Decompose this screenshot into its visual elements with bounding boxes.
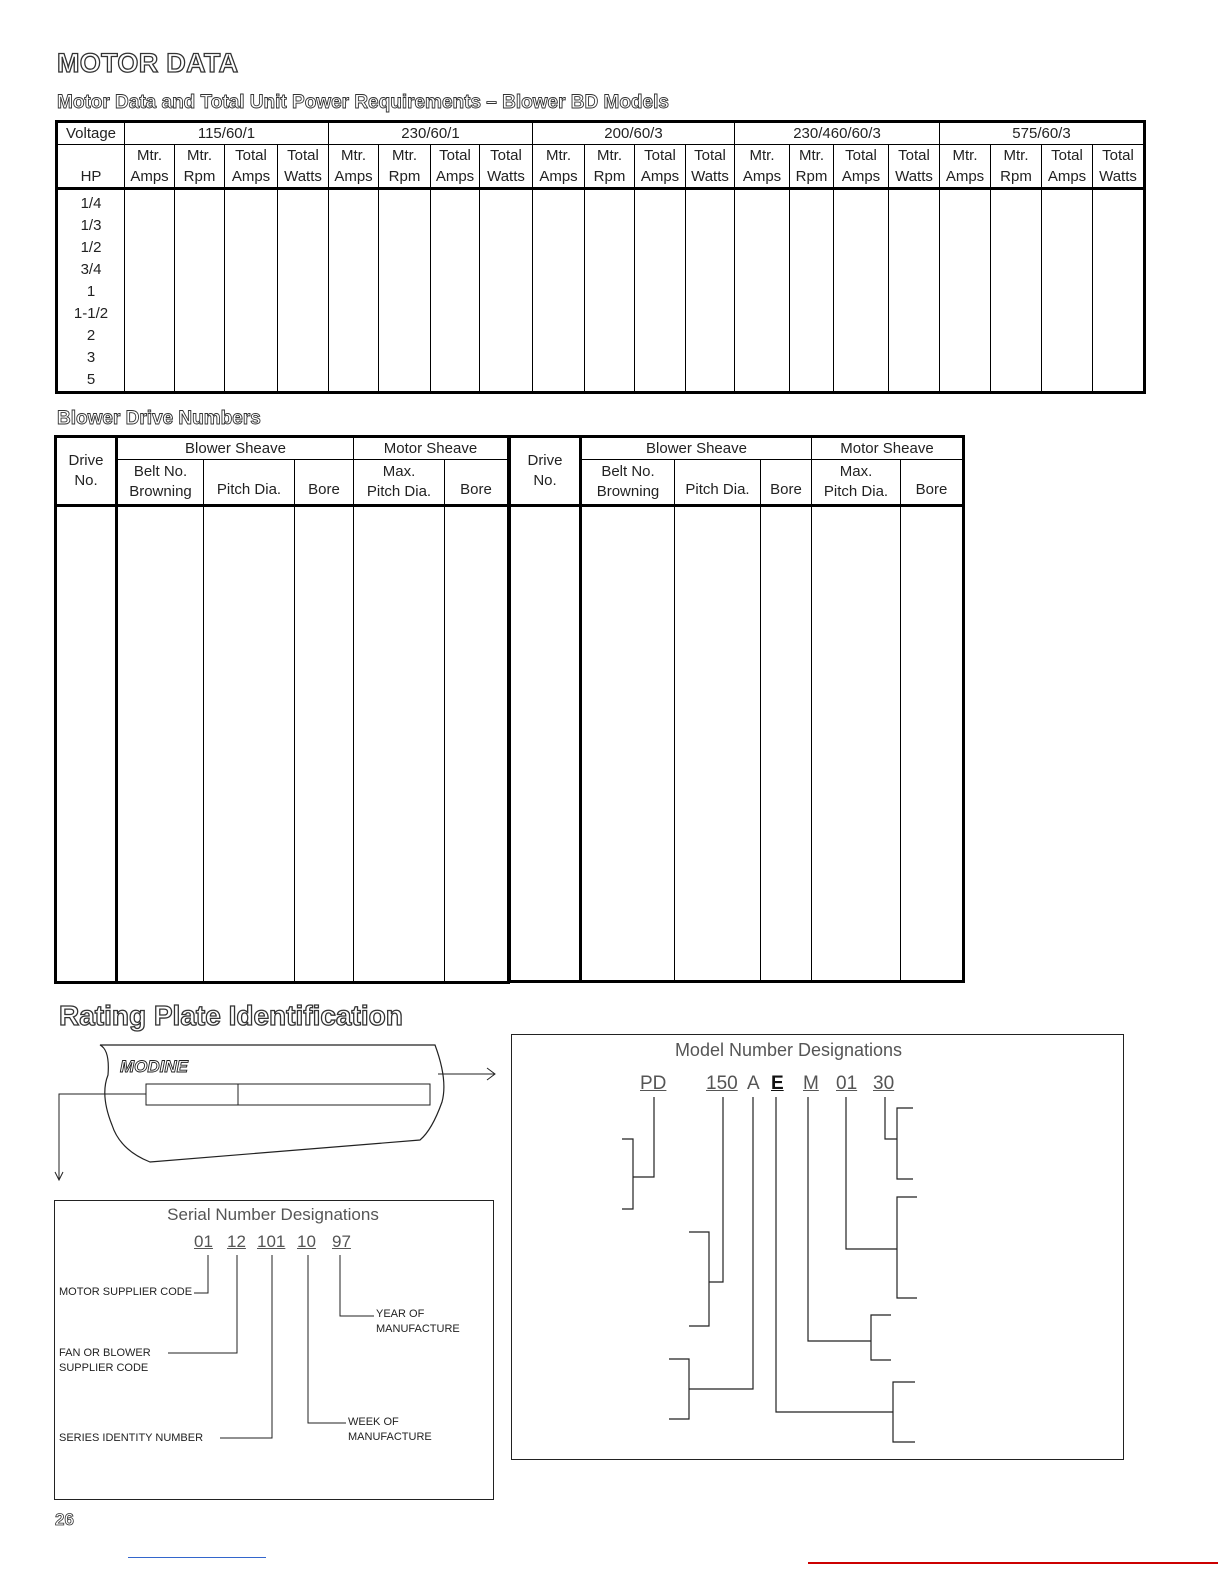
- col-header: Total: [235, 147, 267, 164]
- blower-drive-table-right: Drive No. Blower Sheave Motor Sheave Belt No. Browning Pitch Dia. Bore Max. Pitch Dia. Bore: [508, 435, 965, 983]
- fan-supplier-label: FAN OR BLOWER SUPPLIER CODE: [59, 1347, 151, 1374]
- col-header: Total: [694, 147, 726, 164]
- col-header: Mtr.: [187, 147, 212, 164]
- serial-code: 12: [227, 1232, 246, 1251]
- voltage-header: 230/60/1: [329, 122, 533, 145]
- serial-code: 97: [332, 1232, 351, 1251]
- col-header: Mtr.: [137, 147, 162, 164]
- series-identity-label: SERIES IDENTITY NUMBER: [59, 1432, 204, 1444]
- voltage-label: Voltage: [57, 122, 125, 145]
- model-code: 01: [836, 1073, 858, 1094]
- col-header: Total: [1102, 147, 1134, 164]
- modine-logo: MODINE: [120, 1057, 188, 1076]
- col-header: Total: [490, 147, 522, 164]
- blower-drive-table-left: Drive No. Blower Sheave Motor Sheave Belt No. Browning Pitch Dia. Bore Max. Pitch Dia. Bore: [54, 435, 510, 984]
- col-header: Mtr.: [1003, 147, 1029, 164]
- rating-plate-graphic: [50, 1040, 510, 1190]
- col-header: Mtr.: [799, 147, 824, 164]
- rating-plate-title: Rating Plate Identification: [59, 1000, 403, 1031]
- col-header: Mtr.: [749, 147, 775, 164]
- week-label: WEEK OF MANUFACTURE: [348, 1416, 432, 1443]
- model-title: Model Number Designations: [674, 1040, 903, 1060]
- motor-data-subtitle: Motor Data and Total Unit Power Requirements – Blower BD Models: [57, 92, 669, 113]
- motor-data-table: Voltage 115/60/1 230/60/1 200/60/3 230/460/60/3 575/60/3 HP Mtr. Amps Mtr. Rpm Total Amps Total Watts Mtr. Amps Mtr. Rpm Total Amps Total Watts Mtr. Amps Mtr. Rpm Total Amps Total Watts Mtr. Amps Mtr. Rpm Total Amps Total Watts Mtr. Amps Mtr. Rpm Total Amps Total Watts 1/4 1/3 1/2 3/4 1 1-1/2 2 3 5: [55, 120, 1146, 394]
- model-code: 30: [873, 1073, 895, 1094]
- voltage-header: 115/60/1: [125, 122, 329, 145]
- col-header: Mtr.: [546, 147, 571, 164]
- col-header: Total: [439, 147, 471, 164]
- col-header: Total: [1051, 147, 1083, 164]
- voltage-header: 230/460/60/3: [735, 122, 940, 145]
- hp-list: 1/4 1/3 1/2 3/4 1 1-1/2 2 3 5: [57, 189, 125, 393]
- model-code: PD: [640, 1073, 667, 1094]
- voltage-header: 200/60/3: [533, 122, 735, 145]
- serial-code: 01: [194, 1232, 213, 1251]
- col-header: Mtr.: [341, 147, 366, 164]
- red-rule: [808, 1562, 1218, 1564]
- voltage-header: 575/60/3: [940, 122, 1145, 145]
- page-number: 26: [55, 1510, 74, 1529]
- model-code: M: [803, 1073, 819, 1094]
- model-connectors: [511, 1034, 1122, 1458]
- col-header: Mtr.: [952, 147, 978, 164]
- blower-drive-title: Blower Drive Numbers: [57, 408, 261, 429]
- blue-rule: [128, 1557, 266, 1558]
- col-header: Total: [898, 147, 930, 164]
- serial-title: Serial Number Designations: [167, 1205, 379, 1224]
- model-code: A: [747, 1073, 760, 1094]
- col-header: Total: [287, 147, 319, 164]
- model-code: E: [771, 1073, 784, 1094]
- year-label: YEAR OF MANUFACTURE: [376, 1308, 460, 1335]
- col-header: Mtr.: [597, 147, 622, 164]
- col-header: Total: [644, 147, 676, 164]
- hp-header: HP: [57, 145, 125, 189]
- col-header: Total: [845, 147, 877, 164]
- model-code: 150: [706, 1073, 738, 1094]
- col-header: Mtr.: [392, 147, 417, 164]
- serial-code: 10: [297, 1232, 316, 1251]
- page-title: MOTOR DATA: [57, 48, 239, 78]
- serial-code: 101: [257, 1232, 286, 1251]
- motor-supplier-label: MOTOR SUPPLIER CODE: [59, 1286, 193, 1298]
